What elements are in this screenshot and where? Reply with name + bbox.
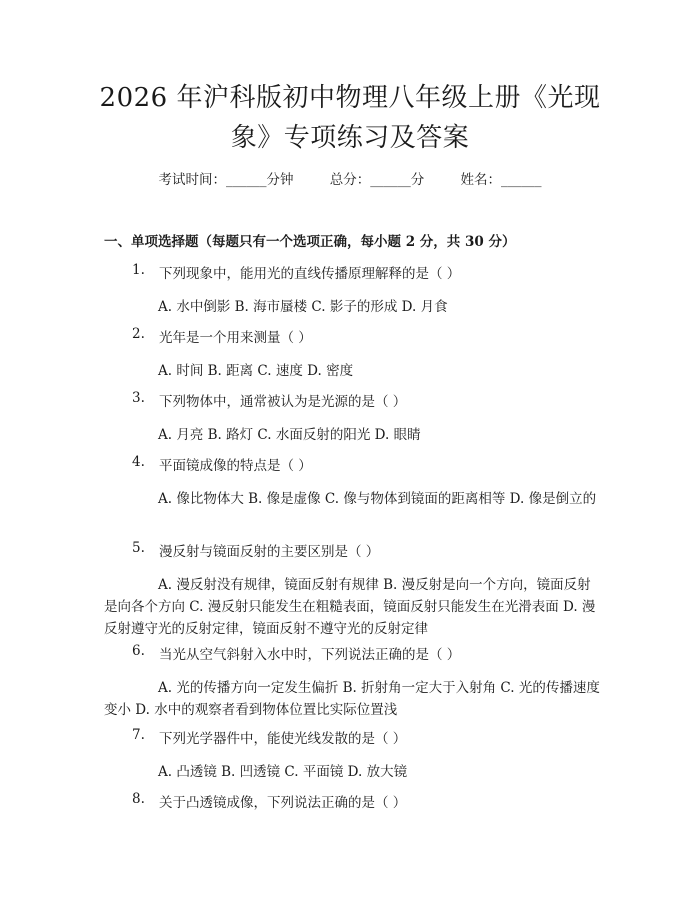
question-stem	[104, 540, 604, 560]
question-text: 下列物体中，通常被认为是光源的是（ ）	[159, 394, 407, 410]
question-stem	[104, 326, 604, 346]
question-options: A. 水中倒影 B. 海市蜃楼 C. 影子的形成 D. 月食	[158, 299, 448, 315]
question-stem	[104, 454, 604, 474]
exam-info	[0, 168, 700, 188]
question-item	[104, 390, 604, 446]
question-options: A. 月亮 B. 路灯 C. 水面反射的阳光 D. 眼睛	[158, 427, 421, 443]
question-item	[104, 727, 604, 783]
question-stem	[104, 262, 604, 282]
title-line-2: 象》专项练习及答案	[230, 123, 470, 153]
question-number: 7.	[132, 727, 145, 743]
question-number: 4.	[132, 454, 145, 470]
question-text: 平面镜成像的特点是（ ）	[159, 458, 312, 474]
student-name-field: 姓名：______	[460, 172, 542, 188]
question-number: 8.	[132, 791, 145, 807]
section-heading: 一、单项选择题（每题只有一个选项正确，每小题 2 分，共 30 分）	[104, 234, 516, 250]
question-options: A. 像比物体大 B. 像是虚像 C. 像与物体到镜面的距离相等 D. 像是倒立的	[158, 491, 597, 507]
question-item	[104, 791, 604, 811]
question-stem	[104, 390, 604, 410]
question-number: 2.	[132, 326, 145, 342]
question-text: 关于凸透镜成像，下列说法正确的是（ ）	[159, 795, 407, 811]
question-text: 漫反射与镜面反射的主要区别是（ ）	[159, 544, 380, 560]
question-text: 下列现象中，能用光的直线传播原理解释的是（ ）	[159, 266, 461, 282]
question-item	[104, 326, 604, 382]
question-item	[104, 643, 604, 721]
question-options: A. 光的传播方向一定发生偏折 B. 折射角一定大于入射角 C. 光的传播速度变小 D. 水中的观察者看到物体位置比实际位置浅	[104, 680, 600, 718]
question-options: A. 漫反射没有规律，镜面反射有规律 B. 漫反射是向一个方向，镜面反射是向各个方向 C. 漫反射只能发生在粗糙表面，镜面反射只能发生在光滑表面 D. 漫反射遵守光的反射定律，镜面反射不遵守光的反射定律	[104, 577, 596, 637]
question-options: A. 凸透镜 B. 凹透镜 C. 平面镜 D. 放大镜	[158, 764, 408, 780]
question-text: 当光从空气斜射入水中时，下列说法正确的是（ ）	[159, 647, 461, 663]
question-number: 5.	[132, 540, 145, 556]
question-item	[104, 540, 604, 640]
question-number: 6.	[132, 643, 145, 659]
document-title	[90, 78, 610, 158]
question-number: 3.	[132, 390, 145, 406]
total-score-field: 总分：______分	[329, 172, 425, 188]
question-item	[104, 454, 604, 510]
question-number: 1.	[132, 262, 145, 278]
question-text: 下列光学器件中，能使光线发散的是（ ）	[159, 731, 407, 747]
question-item	[104, 262, 604, 318]
question-stem	[104, 791, 604, 811]
question-stem	[104, 727, 604, 747]
question-options: A. 时间 B. 距离 C. 速度 D. 密度	[158, 363, 354, 379]
question-text: 光年是一个用来测量（ ）	[159, 330, 312, 346]
exam-time-field: 考试时间：______分钟	[158, 172, 294, 188]
title-line-1: 2026 年沪科版初中物理八年级上册《光现	[99, 83, 601, 113]
question-stem	[104, 643, 604, 663]
